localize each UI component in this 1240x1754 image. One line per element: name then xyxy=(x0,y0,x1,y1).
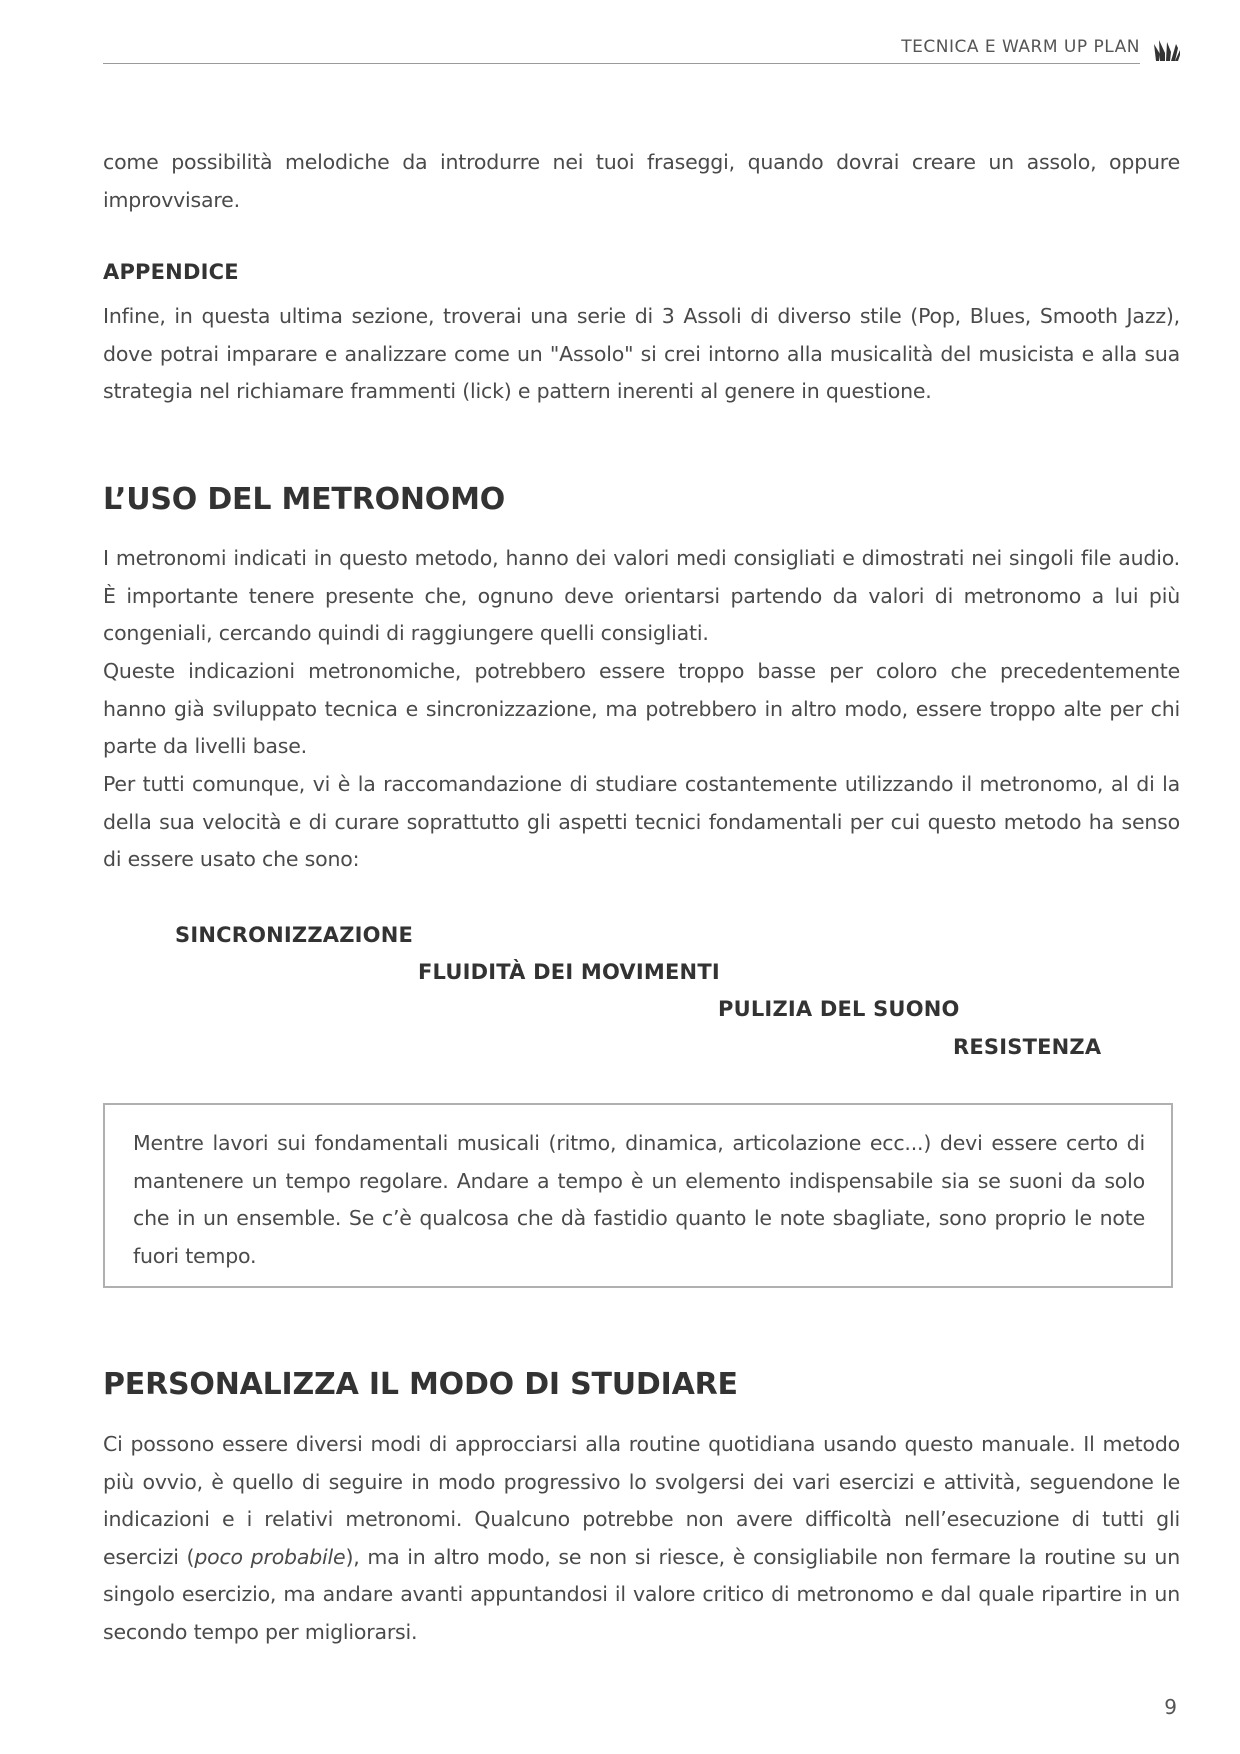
aspect-resistenza: RESISTENZA xyxy=(953,1035,1102,1059)
metronomo-title: L’USO DEL METRONOMO xyxy=(103,482,506,517)
note-box xyxy=(103,1103,1173,1288)
aspect-pulizia: PULIZIA DEL SUONO xyxy=(718,997,960,1021)
personalizza-title: PERSONALIZZA IL MODO DI STUDIARE xyxy=(103,1367,738,1402)
aspect-fluidita: FLUIDITÀ DEI MOVIMENTI xyxy=(418,960,720,984)
personalizza-paragraph: Ci possono essere diversi modi di approcciarsi alla routine quotidiana usando questo manuale. Il metodo più ovvio, è quello di seguire in modo progressivo lo svolgersi dei vari esercizi e attività, seguendone le indicazioni e i relativi metronomi. Qualcuno potrebbe non avere difficoltà nell’esecuzione di tutti gli esercizi (poco probabile), ma in altro modo, se non si riesce, è consigliabile non fermare la routine su un singolo esercizio, ma andare avanti appuntandosi il valore critico di metronomo e dal quale ripartire in un secondo tempo per migliorarsi. xyxy=(103,1432,1180,1644)
intro-paragraph: come possibilità melodiche da introdurre nei tuoi fraseggi, quando dovrai creare un assolo, oppure improvvisare. xyxy=(103,150,1180,212)
appendice-heading: APPENDICE xyxy=(103,260,239,284)
header-rule xyxy=(103,63,1140,64)
aspect-sincronizzazione: SINCRONIZZAZIONE xyxy=(175,923,414,947)
page-number: 9 xyxy=(1164,1695,1177,1719)
metronomo-paragraph-1: I metronomi indicati in questo metodo, hanno dei valori medi consigliati e dimostrati nei singoli file audio. È importante tenere presente che, ognuno deve orientarsi partendo da valori di metronomo a lui più congeniali, cercando quindi di raggiungere quelli consigliati. xyxy=(103,546,1180,645)
note-text: Mentre lavori sui fondamentali musicali (ritmo, dinamica, articolazione ecc...) devi essere certo di mantenere un tempo regolare. Andare a tempo è un elemento indispensabile sia se suoni da solo che in un ensemble. Se c’è qualcosa che dà fastidio quanto le note sbagliate, sono proprio le note fuori tempo. xyxy=(133,1131,1145,1268)
metronomo-paragraph-3: Per tutti comunque, vi è la raccomandazione di studiare costantemente utilizzando il metronomo, al di la della sua velocità e di curare soprattutto gli aspetti tecnici fondamentali per cui questo metodo ha senso di essere usato che sono: xyxy=(103,772,1180,871)
appendice-paragraph: Infine, in questa ultima sezione, troverai una serie di 3 Assoli di diverso stile (Pop, Blues, Smooth Jazz), dove potrai imparare e analizzare come un "Assolo" si crei intorno alla musicalità del musicista e alla sua strategia nel richiamare frammenti (lick) e pattern inerenti al genere in questione. xyxy=(103,304,1180,403)
header-title: TECNICA E WARM UP PLAN xyxy=(901,37,1140,57)
italic-remark: poco probabile xyxy=(194,1544,346,1569)
metronomo-paragraph-2: Queste indicazioni metronomiche, potrebbero essere troppo basse per coloro che precedentemente hanno già sviluppato tecnica e sincronizzazione, ma potrebbero in altro modo, essere troppo alte per chi parte da livelli base. xyxy=(103,659,1180,758)
page-header xyxy=(103,34,1180,64)
grass-leaves-icon xyxy=(1154,38,1180,62)
